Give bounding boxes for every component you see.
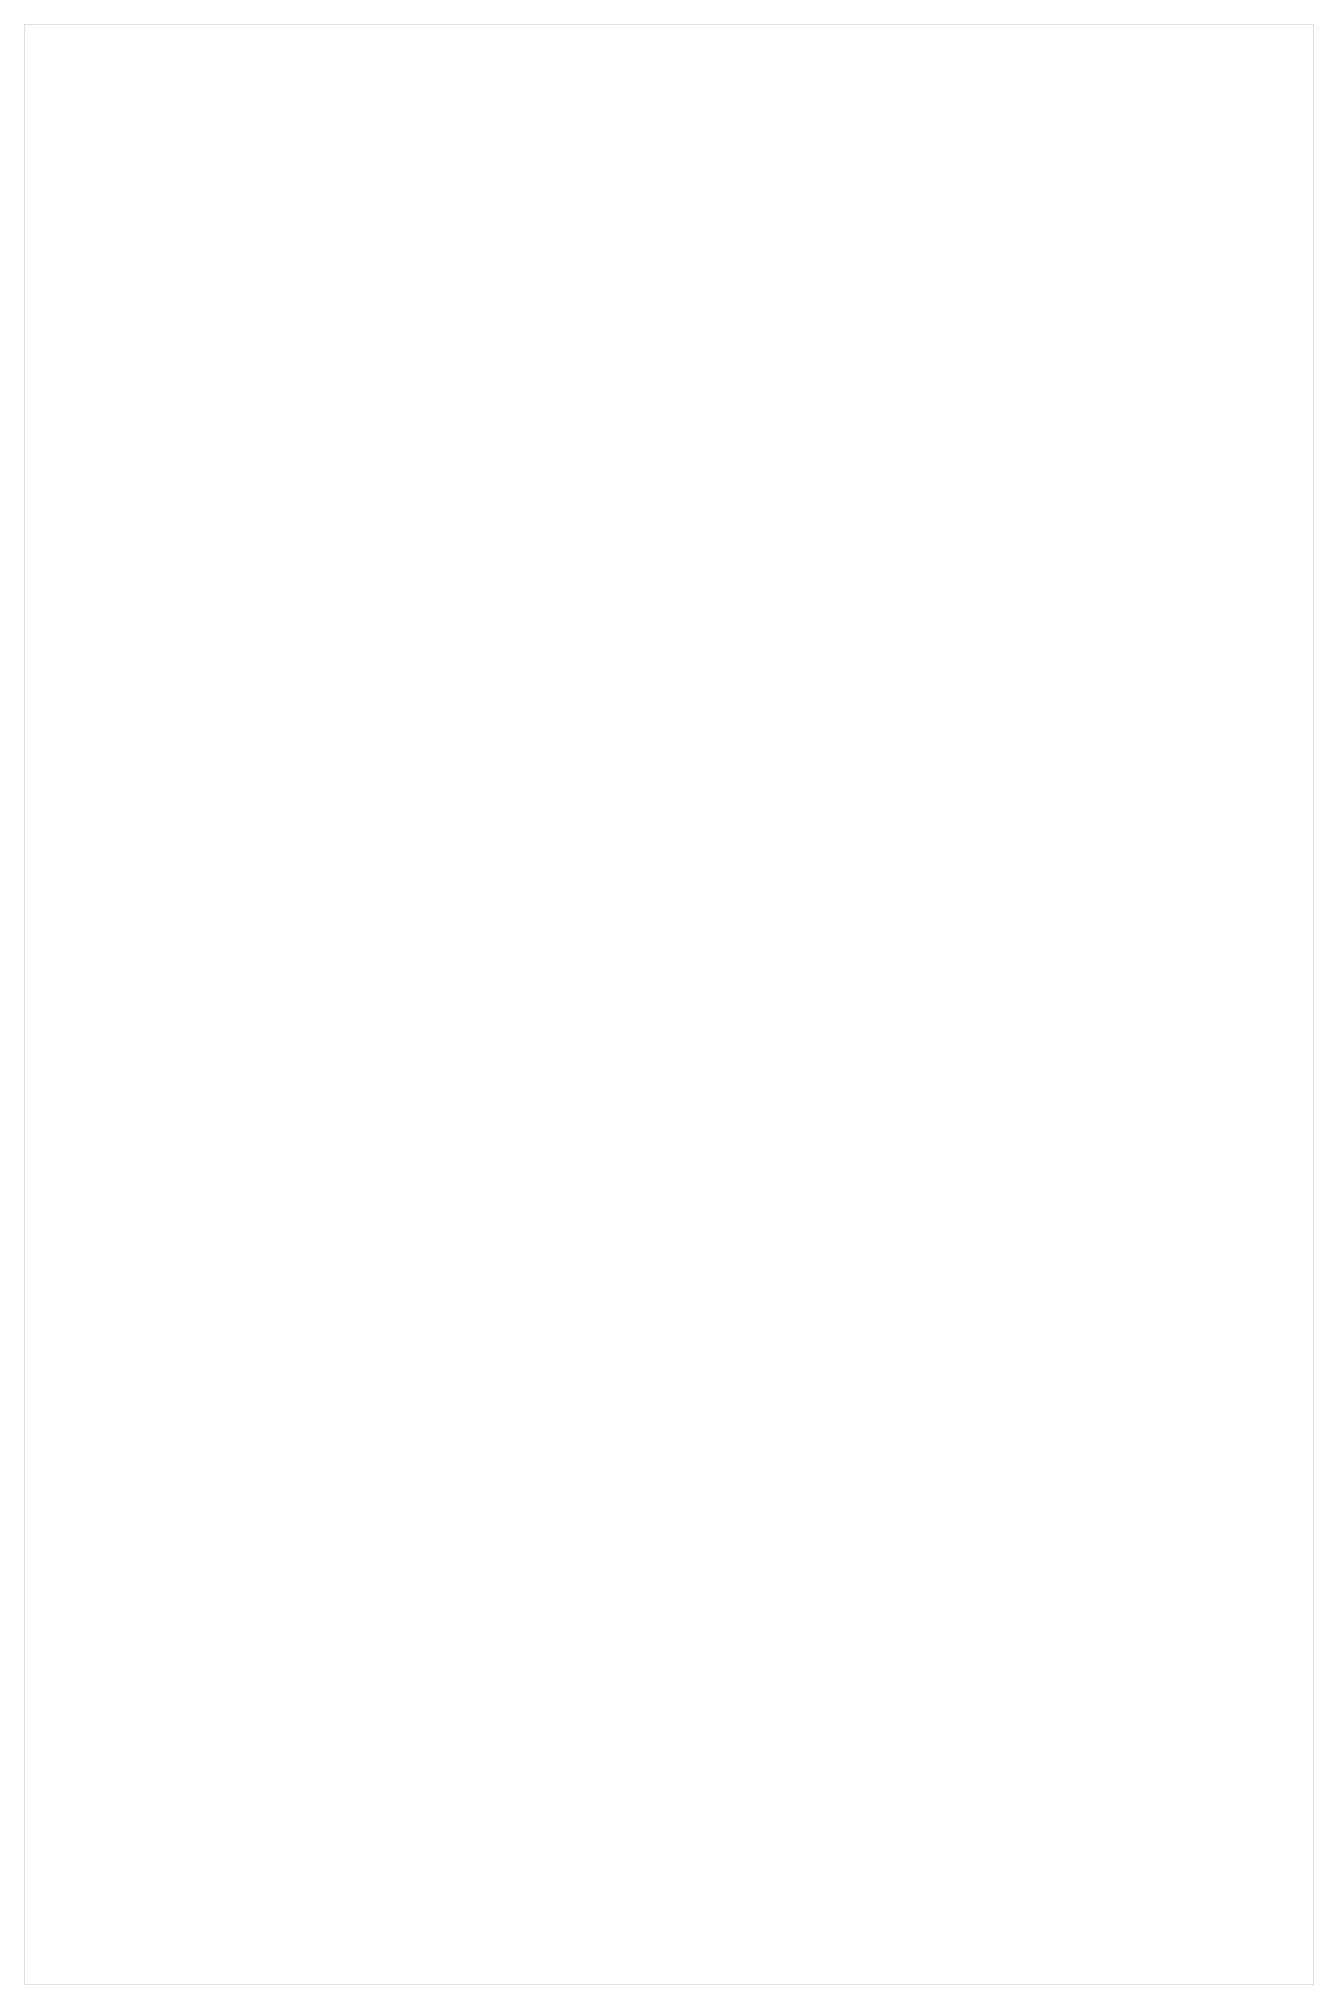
content-frame bbox=[24, 24, 1314, 1985]
